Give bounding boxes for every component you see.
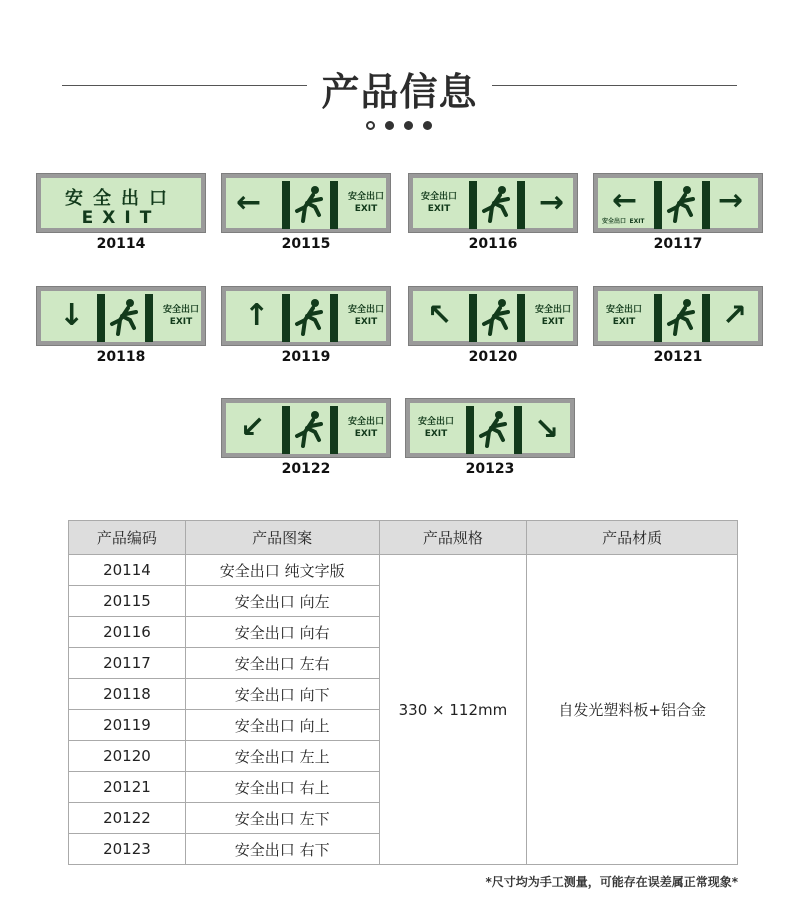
- dot-icon: [385, 121, 394, 130]
- sign-card: [221, 173, 391, 252]
- cell-code: 20119: [69, 710, 186, 741]
- arrow-right-icon: →: [718, 183, 744, 218]
- sign-en-text: EXIT: [612, 317, 636, 327]
- cell-spec: 330 × 112mm: [379, 555, 527, 865]
- sign-cn-text: 安全出口: [534, 305, 571, 315]
- dot-icon: [423, 121, 432, 130]
- sign-code: 20122: [281, 461, 331, 477]
- sign-cn-text: 安全出口: [420, 192, 457, 202]
- running-man-icon: [654, 181, 710, 229]
- cell-pattern: 安全出口 向下: [185, 679, 379, 710]
- running-man-icon: [97, 294, 153, 342]
- page-title: 产品信息: [321, 70, 478, 114]
- cell-code: 20114: [69, 555, 186, 586]
- sign-code: 20114: [96, 236, 146, 252]
- sign-card: [408, 286, 578, 365]
- arrow-down-left-icon: ↙: [240, 410, 266, 445]
- cell-code: 20121: [69, 772, 186, 803]
- sign-card: [405, 398, 575, 477]
- divider-right: [492, 85, 737, 86]
- sign-code: 20116: [468, 236, 518, 252]
- running-man-icon: [282, 181, 338, 229]
- product-table: [68, 520, 738, 865]
- cell-pattern: 安全出口 左下: [185, 803, 379, 834]
- sign-cn-text: 安全出口: [605, 305, 642, 315]
- sign-code: 20115: [281, 236, 331, 252]
- sign-panel: [226, 291, 386, 341]
- sign-cn-text: 安全出口: [65, 188, 177, 209]
- sign-panel: [598, 291, 758, 341]
- cell-code: 20116: [69, 617, 186, 648]
- sign-code: 20118: [96, 349, 146, 365]
- cell-pattern: 安全出口 向左: [185, 586, 379, 617]
- sign-panel: [226, 178, 386, 228]
- cell-pattern: 安全出口 纯文字版: [185, 555, 379, 586]
- sign-panel: [410, 403, 570, 453]
- arrow-left-icon: ←: [612, 183, 638, 218]
- section-header: [0, 55, 800, 115]
- sign-card: [221, 398, 391, 477]
- sign-code: 20121: [653, 349, 703, 365]
- header-spec: 产品规格: [379, 521, 527, 555]
- sign-cn-text: 安全出口: [162, 305, 199, 315]
- sign-en-text: EXIT: [354, 204, 378, 214]
- header-material: 产品材质: [527, 521, 738, 555]
- sign-cn-text: 安全出口: [347, 192, 384, 202]
- sign-card: [593, 173, 763, 252]
- running-man-icon: [466, 406, 522, 454]
- dot-icon: [404, 121, 413, 130]
- arrow-down-right-icon: ↘: [534, 412, 560, 447]
- cell-code: 20117: [69, 648, 186, 679]
- cell-code: 20118: [69, 679, 186, 710]
- dot-icon: [366, 121, 375, 130]
- cell-material: 自发光塑料板+铝合金: [527, 555, 738, 865]
- arrow-up-right-icon: ↗: [722, 298, 748, 333]
- cell-code: 20122: [69, 803, 186, 834]
- sign-en-text: EXIT: [427, 204, 451, 214]
- sign-code: 20123: [465, 461, 515, 477]
- sign-panel: [413, 291, 573, 341]
- arrow-right-icon: →: [539, 185, 565, 220]
- sign-code: 20117: [653, 236, 703, 252]
- sign-panel: [226, 403, 386, 453]
- cell-code: 20123: [69, 834, 186, 865]
- sign-panel: [413, 178, 573, 228]
- cell-pattern: 安全出口 右上: [185, 772, 379, 803]
- cell-pattern: 安全出口 向上: [185, 710, 379, 741]
- sign-en-text: EXIT: [81, 208, 161, 228]
- sign-panel: [41, 178, 201, 228]
- cell-pattern: 安全出口 右下: [185, 834, 379, 865]
- arrow-up-icon: ↑: [244, 298, 270, 333]
- sign-panel: [41, 291, 201, 341]
- sign-panel: [598, 178, 758, 228]
- footnote: *尺寸均为手工测量，可能存在误差属正常现象*: [485, 875, 738, 889]
- sign-cn-text: 安全出口: [602, 218, 627, 225]
- running-man-icon: [654, 294, 710, 342]
- header-pattern: 产品图案: [185, 521, 379, 555]
- divider-left: [62, 85, 307, 86]
- sign-card: [36, 173, 206, 252]
- sign-card: [408, 173, 578, 252]
- table-header-row: [69, 521, 738, 555]
- running-man-icon: [469, 181, 525, 229]
- sign-card: [221, 286, 391, 365]
- sign-cn-text: 安全出口: [417, 417, 454, 427]
- sign-en-text: EXIT: [354, 429, 378, 439]
- arrow-left-icon: ←: [236, 185, 262, 220]
- sign-en-text: EXIT: [541, 317, 565, 327]
- sign-card: [36, 286, 206, 365]
- cell-pattern: 安全出口 左上: [185, 741, 379, 772]
- sign-code: 20120: [468, 349, 518, 365]
- sign-en-text: EXIT: [424, 429, 448, 439]
- running-man-icon: [282, 406, 338, 454]
- running-man-icon: [469, 294, 525, 342]
- cell-pattern: 安全出口 向右: [185, 617, 379, 648]
- table-row: [69, 555, 738, 586]
- decorative-dots: [366, 121, 436, 131]
- arrow-down-icon: ↓: [59, 298, 85, 333]
- sign-en-text: EXIT: [629, 218, 645, 225]
- sign-en-text: EXIT: [169, 317, 193, 327]
- sign-cn-text: 安全出口: [347, 417, 384, 427]
- cell-code: 20120: [69, 741, 186, 772]
- cell-pattern: 安全出口 左右: [185, 648, 379, 679]
- sign-cn-text: 安全出口: [347, 305, 384, 315]
- sign-card: [593, 286, 763, 365]
- sign-en-text: EXIT: [354, 317, 378, 327]
- running-man-icon: [282, 294, 338, 342]
- arrow-up-left-icon: ↖: [427, 298, 453, 333]
- cell-code: 20115: [69, 586, 186, 617]
- header-code: 产品编码: [69, 521, 186, 555]
- sign-code: 20119: [281, 349, 331, 365]
